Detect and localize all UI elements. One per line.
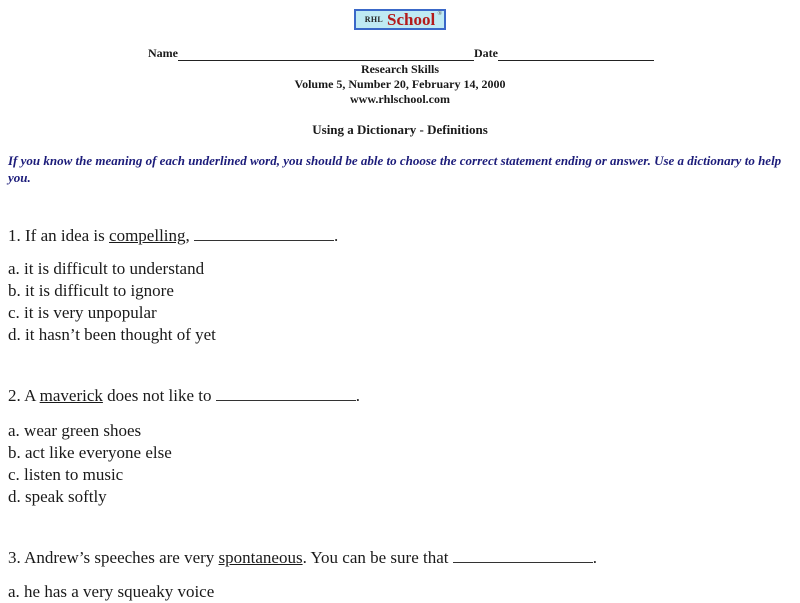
option-c: c. it is very unpopular <box>8 303 157 322</box>
date-label: Date <box>474 46 498 60</box>
question-end: . <box>355 386 361 405</box>
option-b: b. it is difficult to ignore <box>8 281 174 300</box>
question-1-options <box>8 258 216 346</box>
underlined-word: compelling <box>109 226 186 245</box>
registered-mark-icon: ® <box>437 11 442 17</box>
question-number: 3. <box>8 548 21 567</box>
question-number: 2. <box>8 386 21 405</box>
option-d: d. it hasn’t been thought of yet <box>8 325 216 344</box>
question-text: . You can be sure that <box>302 548 449 567</box>
subject-heading: Research Skills <box>360 62 440 76</box>
question-text: If an idea is <box>25 226 105 245</box>
option-c: c. listen to music <box>8 465 124 484</box>
option-a: a. wear green shoes <box>8 421 142 440</box>
question-text: does not like to <box>102 386 212 405</box>
answer-blank <box>194 226 334 241</box>
option-b: b. act like everyone else <box>8 443 172 462</box>
answer-blank <box>453 548 593 563</box>
name-blank <box>178 49 474 61</box>
name-date-row <box>148 46 654 61</box>
question-end: . <box>592 548 597 567</box>
underlined-word: maverick <box>39 386 103 405</box>
question-text: Andrew’s speeches are very <box>24 548 215 567</box>
question-1 <box>8 226 338 246</box>
logo-brand: School <box>387 10 436 29</box>
option-a: a. it is difficult to understand <box>8 259 205 278</box>
issue-info: Volume 5, Number 20, February 14, 2000 <box>294 77 506 91</box>
question-text: A <box>24 386 36 405</box>
question-2-options <box>8 420 172 508</box>
option-d: d. speak softly <box>8 487 107 506</box>
underlined-word: spontaneous <box>218 548 303 567</box>
date-blank <box>498 49 654 61</box>
logo-prefix: RHL <box>364 15 384 24</box>
name-label: Name <box>148 46 178 60</box>
question-end: . <box>334 226 339 245</box>
answer-blank <box>216 386 356 401</box>
option-a: a. he has a very squeaky voice <box>8 582 215 601</box>
question-2 <box>8 386 360 406</box>
worksheet-title: Using a Dictionary - Definitions <box>312 122 488 137</box>
instructions: If you know the meaning of each underlined word, you should be able to choose the correct statement ending or answer. Use a dictionary to help you. <box>8 153 782 185</box>
question-3 <box>8 548 597 568</box>
rhl-school-logo <box>354 9 446 30</box>
question-text: , <box>185 226 190 245</box>
question-number: 1. <box>8 226 21 245</box>
website-text: www.rhlschool.com <box>350 92 450 106</box>
